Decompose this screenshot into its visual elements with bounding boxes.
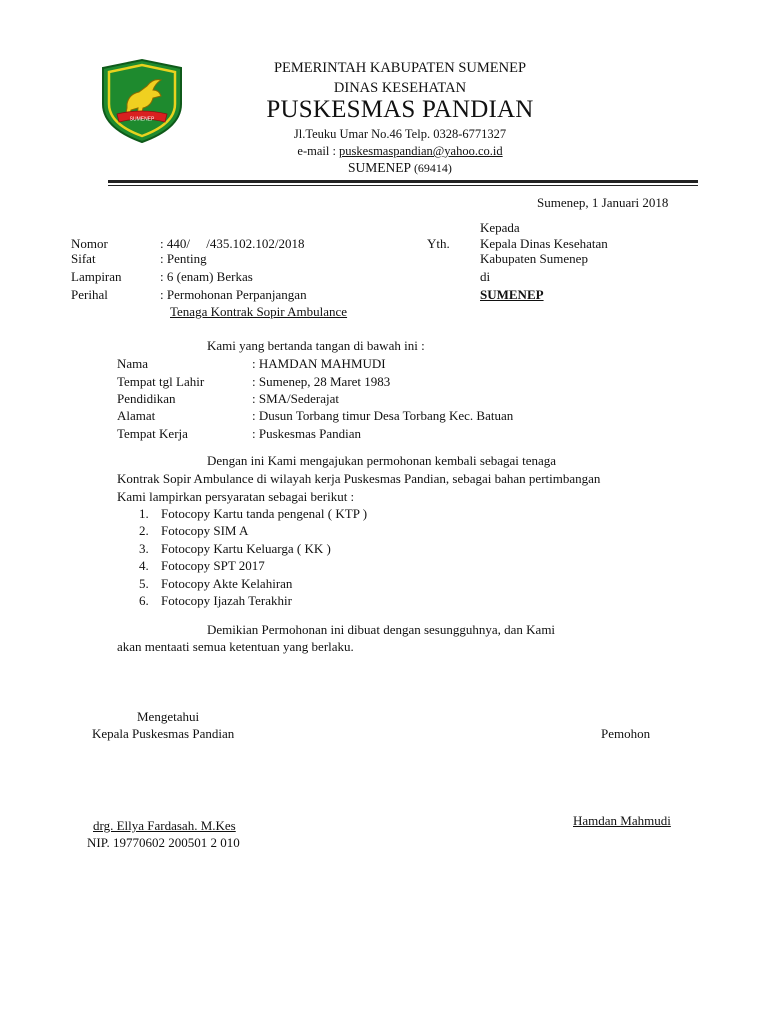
meta-label-perihal: Perihal [71,287,108,302]
letterhead-divider-thick [108,180,698,183]
recipient-line3: di [480,269,491,284]
city: SUMENEP [348,160,411,175]
letter-date: Sumenep, 1 Januari 2018 [537,195,669,210]
signature-left-name: drg. Ellya Fardasah. M.Kes [93,818,236,833]
meta-label-lampiran: Lampiran [71,269,122,284]
signature-right-title: Pemohon [601,726,651,741]
meta-value-nomor: : 440/ /435.102.102/2018 [160,236,305,251]
signature-left-title: Kepala Puskesmas Pandian [92,726,235,741]
list-item-text: Fotocopy SIM A [161,523,249,538]
email-link[interactable]: puskesmaspandian@yahoo.co.id [339,144,503,158]
identity-label-nama: Nama [117,356,149,371]
intro-text: Kami yang bertanda tangan di bawah ini : [207,338,425,353]
meta-value-perihal: : Permohonan Perpanjangan [160,287,307,302]
list-item-text: Fotocopy Akte Kelahiran [161,576,293,591]
postcode: (69414) [413,161,452,175]
signature-left-nip: NIP. 19770602 200501 2 010 [87,835,240,850]
meta-label-nomor: Nomor [71,236,108,251]
letterhead-government: PEMERINTAH KABUPATEN SUMENEP [273,60,527,76]
list-item-number: 6. [139,593,149,608]
svg-text:SUMENEP: SUMENEP [129,116,155,123]
identity-label-pendidikan: Pendidikan [117,391,176,406]
letterhead-city-line [200,160,600,176]
email-prefix: e-mail : [297,144,340,158]
list-item-number: 2. [139,523,149,538]
identity-value-alamat: : Dusun Torbang timur Desa Torbang Kec. Batuan [252,408,514,423]
list-item-text: Fotocopy SPT 2017 [161,558,265,573]
identity-value-nama: : HAMDAN MAHMUDI [252,356,386,371]
body-line1: Dengan ini Kami mengajukan permohonan kembali sebagai tenaga [207,453,557,468]
letterhead-email-line [200,144,600,159]
letterhead-title: PUSKESMAS PANDIAN [266,96,534,123]
body-line2: Kontrak Sopir Ambulance di wilayah kerja Puskesmas Pandian, sebagai bahan pertimbangan [117,471,601,486]
letterhead-address: Jl.Teuku Umar No.46 Telp. 0328-6771327 [293,127,507,141]
recipient-line2: Kabupaten Sumenep [480,251,588,266]
list-item-text: Fotocopy Kartu tanda pengenal ( KTP ) [161,506,368,521]
recipient-line1: Kepala Dinas Kesehatan [480,236,608,251]
closing-line2: akan mentaati semua ketentuan yang berlaku. [117,639,354,654]
list-item-number: 1. [139,506,149,521]
identity-label-tempat-kerja: Tempat Kerja [117,426,188,441]
perihal-subject: Tenaga Kontrak Sopir Ambulance [170,304,348,319]
signature-mengetahui: Mengetahui [137,709,200,724]
recipient-kepada: Kepada [480,220,520,235]
list-item-number: 5. [139,576,149,591]
meta-value-lampiran: : 6 (enam) Berkas [160,269,253,284]
identity-value-pendidikan: : SMA/Sederajat [252,391,340,406]
letterhead-divider-thin [108,185,698,186]
puskesmas-logo [97,58,187,144]
meta-label-sifat: Sifat [71,251,96,266]
list-item-text: Fotocopy Kartu Keluarga ( KK ) [161,541,331,556]
letterhead-department: DINAS KESEHATAN [333,80,467,96]
identity-value-ttl: : Sumenep, 28 Maret 1983 [252,374,391,389]
body-line3: Kami lampirkan persyaratan sebagai berikut : [117,489,355,504]
recipient-city: SUMENEP [480,287,544,302]
list-item-text: Fotocopy Ijazah Terakhir [161,593,292,608]
identity-label-ttl: Tempat tgl Lahir [117,374,205,389]
recipient-yth: Yth. [427,236,450,251]
meta-value-sifat: : Penting [160,251,207,266]
identity-value-tempat-kerja: : Puskesmas Pandian [252,426,362,441]
identity-label-alamat: Alamat [117,408,156,423]
closing-line1: Demikian Permohonan ini dibuat dengan sesungguhnya, dan Kami [207,622,556,637]
signature-right-name: Hamdan Mahmudi [573,813,671,828]
list-item-number: 3. [139,541,149,556]
list-item-number: 4. [139,558,149,573]
